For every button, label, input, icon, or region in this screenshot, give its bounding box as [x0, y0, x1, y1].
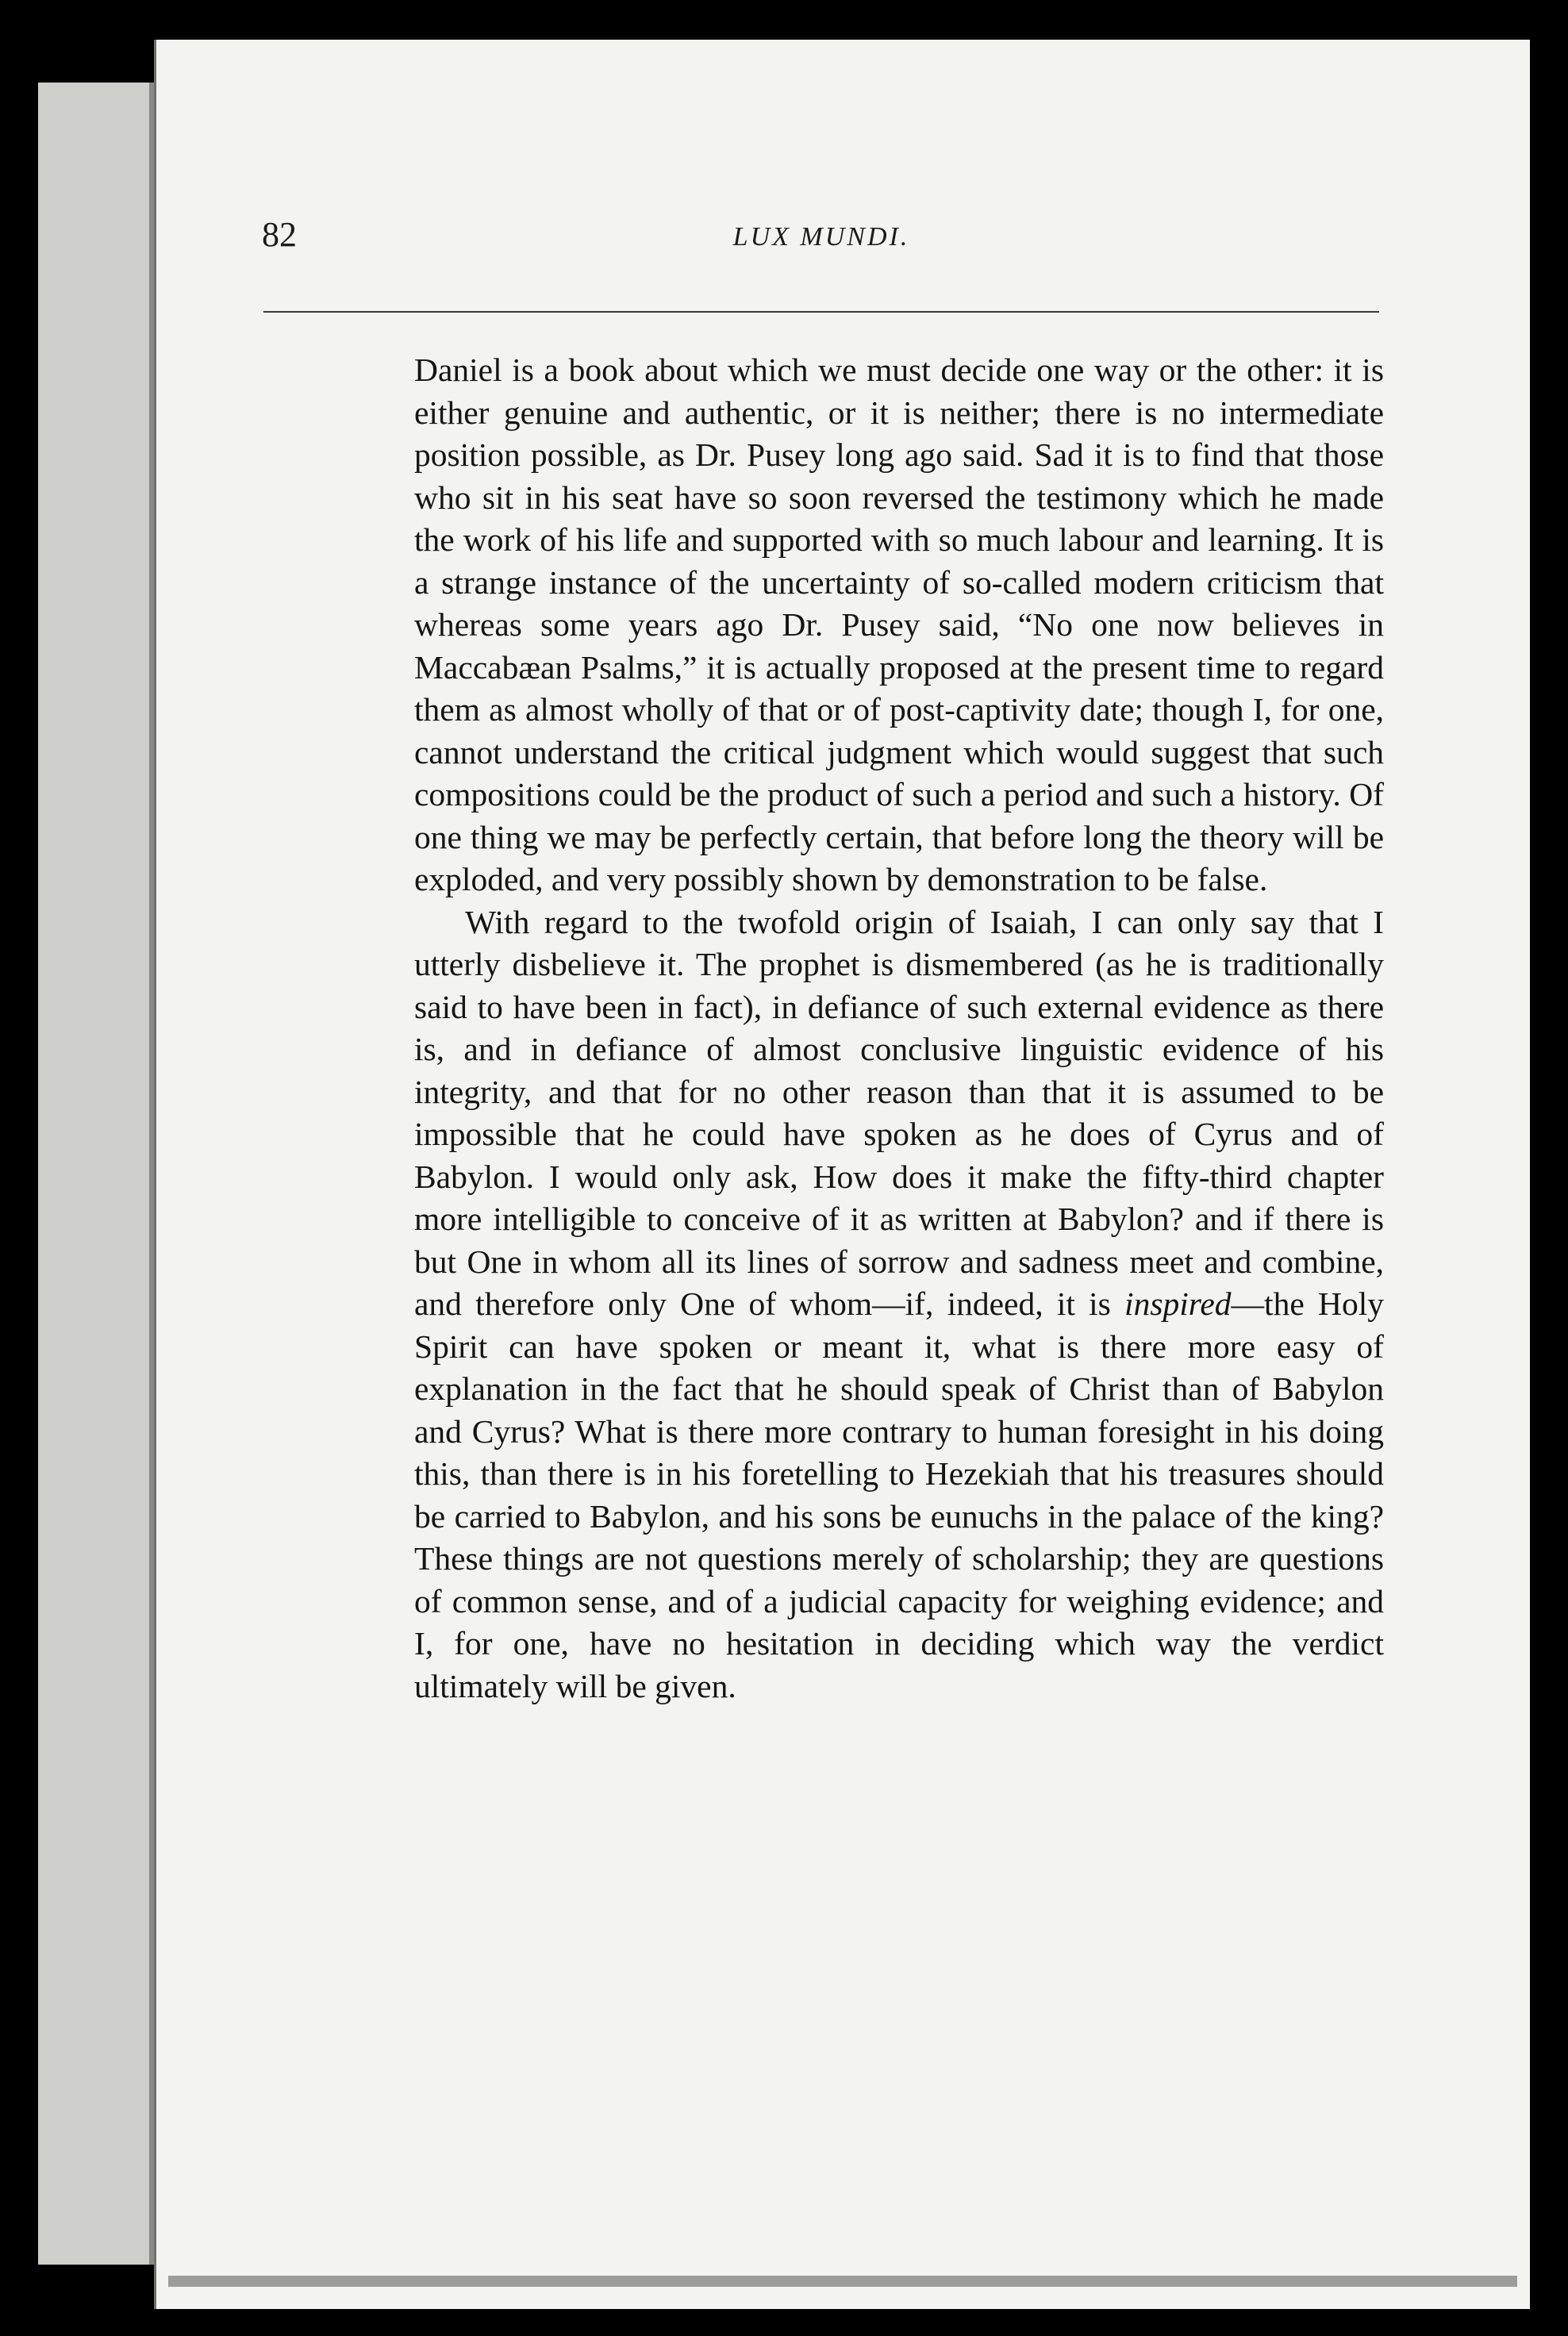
- page-bottom-shadow: [168, 2276, 1517, 2287]
- page-number: 82: [262, 215, 297, 254]
- running-title: LUX MUNDI.: [732, 222, 910, 252]
- adjacent-page-edge: [38, 83, 149, 2265]
- paragraph-text: With regard to the twofold origin of Isaiah, I can only say that I utterly disbelieve it. The prophet is dismembered (as he is traditionally said to have been in fact), in defiance of such external evidence as there is, and in defiance of almost conclusive linguistic evidence of his integrity, and that for no other reason than that it is assumed to be impossible that he could have spoken as he does of Cyrus and of Babylon. I would only ask, How does it make the fifty-third chapter more intelligible to conceive of it as written at Babylon? and if there is but One in whom all its lines of sorrow and sadness meet and combine, and therefore only One of whom—if, indeed, it is: [414, 903, 1384, 1322]
- paragraph: Daniel is a book about which we must decide one way or the other: it is either genuine and authentic, or it is neither; there is no intermediate position possible, as Dr. Pusey long ago said. Sad it is to find that those who sit in his seat have so soon reversed the testimony which he made the work of his life and supported with so much labour and learning. It is a strange instance of the uncertainty of so-called modern criticism that whereas some years ago Dr. Pusey said, “No one now believes in Maccabæan Psalms,” it is actually proposed at the present time to regard them as almost wholly of that or of post-captivity date; though I, for one, cannot understand the critical judgment which would suggest that such compositions could be the product of such a period and such a history. Of one thing we may be perfectly certain, that before long the theory will be exploded, and very possibly shown by demonstration to be false.: [414, 352, 1384, 897]
- running-head: [262, 214, 1381, 270]
- body-text: [414, 349, 1384, 1708]
- header-rule: [263, 311, 1379, 313]
- paragraph-text: —the Holy Spirit can have spoken or meant it, what is there more easy of explanation in the fact that he should speak of Christ than of Babylon and Cyrus? What is there more contrary to human foresight in his doing this, than there is in his foretelling to Hezekiah that his treasures should be carried to Babylon, and his sons be eunuchs in the palace of the king? These things are not questions merely of scholarship; they are questions of common sense, and of a judicial capacity for weighing evidence; and I, for one, have no hesitation in deciding which way the verdict ultimately will be given.: [414, 1285, 1384, 1704]
- paragraph: [414, 901, 1384, 1708]
- emphasis-text: inspired: [1124, 1285, 1232, 1322]
